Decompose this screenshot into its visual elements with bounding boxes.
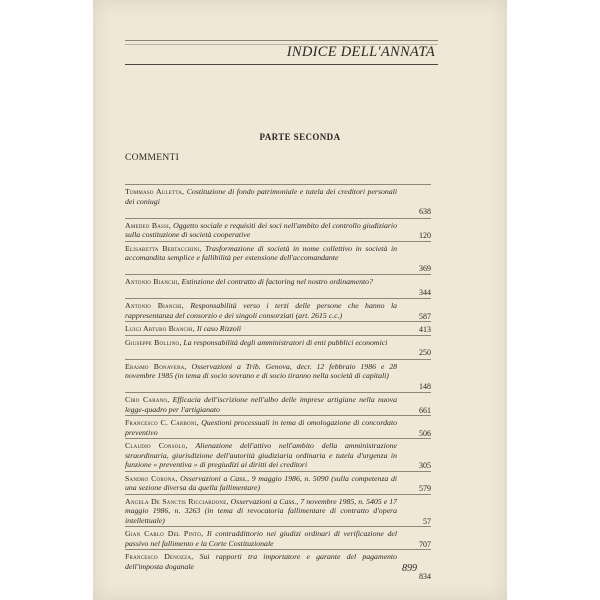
- index-entry: [125, 471, 431, 493]
- part-heading: PARTE SECONDA: [259, 132, 341, 142]
- entry-separator: [125, 392, 431, 393]
- entry-title: Costituzione di fondo patrimoniale e tutela dei creditori personali dei coniugi: [125, 187, 398, 206]
- entry-title: Trasformazione di società in nome collettivo in società in accomandita semplice e fallibilità per estensione dell'accomandante: [125, 243, 398, 262]
- entry-page-number: 579: [419, 484, 431, 493]
- entry-text: [125, 497, 431, 526]
- entry-author: Angela De Sanctis Ricciardone,: [125, 496, 229, 506]
- entry-title: Responsabilità verso i terzi delle persone che hanno la rappresentanza del consorzio e dei singoli consorziati (art. 2615 c.c.): [125, 301, 398, 320]
- entry-separator: [125, 335, 431, 336]
- entry-page-number: 344: [419, 287, 431, 297]
- entry-separator: [125, 494, 431, 495]
- index-entries: [125, 183, 431, 582]
- entry-title: Sui rapporti tra importatore e garante del pagamento dell'imposta doganale: [125, 552, 398, 571]
- entry-separator: [125, 321, 431, 322]
- entry-separator: [125, 471, 431, 472]
- entry-separator: [125, 274, 431, 275]
- index-entry: [125, 359, 431, 392]
- entry-text: [125, 395, 431, 414]
- entry-author: Tommaso Auletta,: [125, 187, 185, 196]
- index-entry: [125, 494, 431, 526]
- entry-author: Amedeo Bassi,: [125, 220, 172, 230]
- entry-separator: [125, 438, 431, 439]
- entry-author: Gian Carlo Del Pinto,: [125, 529, 204, 538]
- entry-author: Giuseppe Bollino,: [125, 337, 182, 347]
- index-entry: [125, 335, 431, 358]
- entry-author: Erasmo Bonavera,: [125, 361, 187, 371]
- entry-text: [125, 441, 431, 470]
- entry-separator: [125, 526, 431, 527]
- running-header: INDICE DELL'ANNATA: [286, 44, 435, 60]
- entry-author: Ciro Carano,: [125, 395, 170, 404]
- entry-title: Alienazione dell'attivo nell'ambito della amministrazione straordinaria, giurisdizione dell'autorità giudiziaria ordinaria e tutela d'urgenza in funzione « preventiva » di pregiudizi ai diritti dei creditori: [125, 441, 397, 469]
- entry-title: Osservazioni a Cass., 7 novembre 1985, n. 5405 e 17 maggio 1986, n. 3263 (in tema di revocatoria fallimentare di contratto d'opera intellettuale): [125, 496, 397, 525]
- index-entry: [125, 392, 431, 414]
- index-entry: [125, 549, 431, 582]
- entry-text: [125, 187, 431, 206]
- entry-title: La responsabilità degli amministratori di enti pubblici economici: [183, 337, 388, 347]
- top-rule: [125, 40, 438, 41]
- entry-page-number: 148: [419, 381, 431, 391]
- index-entry: [125, 274, 431, 297]
- entry-separator: [125, 298, 431, 299]
- index-entry: [125, 298, 431, 320]
- entry-text: [125, 221, 431, 240]
- entry-author: Sandro Corona,: [125, 473, 178, 483]
- entry-page-number: 707: [419, 539, 431, 549]
- entry-title: Questioni processuali in tema di omologazione di concordato preventivo: [125, 418, 398, 437]
- entry-page-number: 369: [419, 263, 431, 273]
- entry-page-number: 250: [419, 348, 431, 357]
- entry-text: [125, 301, 431, 320]
- entry-separator: [125, 359, 431, 360]
- entry-text: [125, 244, 431, 263]
- entry-title: Il contraddittorio nei giudizi ordinari di verificazione del passivo nel fallimento e la Corte Costituzionale: [125, 529, 397, 548]
- entry-page-number: 587: [419, 311, 431, 321]
- entry-title: Estinzione del contratto di factoring nel nostro ordinamento?: [181, 277, 373, 286]
- entry-page-number: 413: [419, 325, 431, 334]
- entry-author: Antonio Bianchi,: [125, 301, 184, 310]
- entry-author: Claudio Consolo,: [125, 441, 188, 450]
- entry-separator: [125, 549, 431, 550]
- entry-author: Francesco C. Carboni,: [125, 418, 199, 427]
- entry-text: [125, 552, 431, 571]
- entry-separator: [125, 184, 431, 185]
- section-heading: COMMENTI: [125, 153, 180, 163]
- entry-separator: [125, 241, 431, 242]
- entry-author: Elisabetta Bertacchini,: [125, 243, 202, 253]
- entry-page-number: 661: [419, 405, 431, 415]
- entry-text: [125, 529, 431, 548]
- index-entry: [125, 438, 431, 470]
- entry-separator: [125, 218, 431, 219]
- index-entry: [125, 241, 431, 274]
- entry-title: Efficacia dell'iscrizione nell'albo delle imprese artigiane nella nuova legge-quadro per l'artigianato: [125, 395, 397, 414]
- entry-title: Osservazioni a Trib. Genova, decr. 12 febbraio 1986 e 28 novembre 1985 (in tema di socio sovrano e di socio tiranno nella società di capitali): [125, 361, 397, 380]
- index-entry: [125, 415, 431, 437]
- index-entry: [125, 184, 431, 217]
- entry-text: [125, 474, 431, 493]
- entry-page-number: 120: [419, 231, 431, 240]
- entry-page-number: 834: [419, 572, 431, 581]
- index-entry: [125, 526, 431, 548]
- entry-text: [125, 418, 431, 437]
- entry-text: [125, 338, 431, 348]
- entry-page-number: 57: [423, 516, 431, 526]
- entry-title: Osservazioni a Cass., 9 maggio 1986, n. 5090 (sulla competenza di una sezione diversa da quella fallimentare): [125, 473, 398, 492]
- entry-page-number: 305: [419, 461, 431, 470]
- index-entry: [125, 218, 431, 240]
- entry-title: Oggetto sociale e requisiti dei soci nell'ambito del controllo giudiziario sulla costituzione di società cooperative: [125, 220, 397, 239]
- page-number: 899: [402, 563, 417, 574]
- entry-author: Luigi Arturo Bianchi,: [125, 324, 195, 333]
- entry-separator: [125, 415, 431, 416]
- entry-title: Il caso Rizzoli: [196, 324, 242, 333]
- entry-author: Antonio Bianchi,: [125, 277, 180, 286]
- entry-page-number: 638: [419, 207, 431, 216]
- header-rule: [125, 64, 438, 65]
- index-entry: [125, 321, 431, 334]
- entry-text: [125, 362, 431, 381]
- entry-text: [125, 324, 431, 334]
- entry-text: [125, 277, 431, 287]
- entry-page-number: 506: [419, 428, 431, 438]
- entry-author: Francesco Denozza,: [125, 552, 194, 561]
